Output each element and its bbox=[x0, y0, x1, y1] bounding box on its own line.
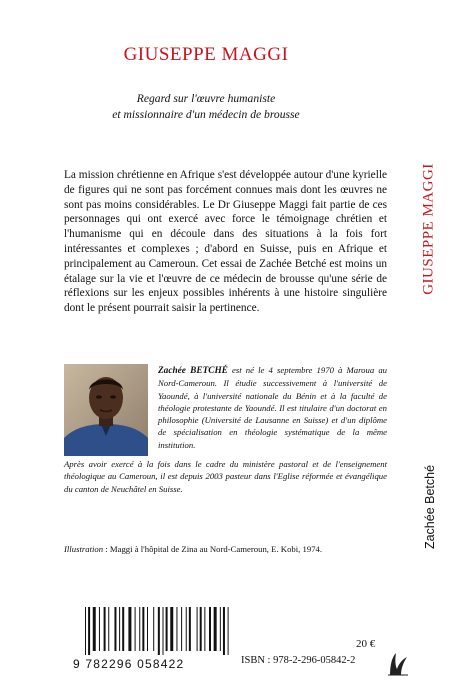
barcode-bar bbox=[223, 607, 225, 655]
blurb-paragraph: La mission chrétienne en Afrique s'est développée autour d'une kyrielle de figures qui ne sont pas forcément connues mais dont les œuvres ne sont pas moins considérables. Le Dr Giuseppe Maggi fait partie de ces personnages qui ont exercé avec force le témoignage chrétien et l'humanisme qui en découle dans des situations à la fois fort intéressantes et complexes ; d'abord en Suisse, puis en Afrique et principalement au Cameroun. Cet essai de Zachée Betché est moins un étalage sur la vie et l'œuvre de ce médecin de brousse qu'une série de réflexions sur les enjeux possibles inhérents à une histoire singulière dont le présent pourrait saisir la pertinence. bbox=[64, 169, 387, 315]
barcode-bars bbox=[73, 607, 231, 655]
barcode-bar bbox=[85, 607, 86, 655]
isbn: ISBN : 978-2-296-05842-2 bbox=[241, 655, 356, 666]
spine-author-text: Zachée Betché bbox=[423, 464, 437, 550]
barcode-bar bbox=[186, 607, 187, 651]
barcode-bar bbox=[158, 607, 160, 655]
author-bio-text: est né le 4 septembre 1970 à Maroua au Nord-Cameroun. Il étudie successivement à l'université de Yaoundé, à l'université nationale du Bénin et à la faculté de théologie protestante de Yaoundé. Il est titulaire d'un doctorat en philosophie (Université de Lausanne en Suisse) et d'un diplôme de spécialisation en théologie systématique de la même institution. bbox=[158, 365, 388, 450]
barcode-bar bbox=[139, 607, 140, 651]
author-bio-continued: Après avoir exercé à la fois dans le cadre du ministère pastoral et de l'enseignement théologique au Cameroun, il est depuis 2003 pasteur dans l'Eglise réformée et évangélique du canton de Neuchâtel en Suisse. bbox=[64, 459, 387, 494]
barcode-bar bbox=[119, 607, 120, 651]
barcode-bar bbox=[163, 607, 164, 655]
barcode-bar bbox=[128, 607, 131, 651]
barcode-bar bbox=[99, 607, 100, 651]
barcode-bar bbox=[181, 607, 182, 651]
barcode-bar bbox=[189, 607, 191, 651]
barcode-bar bbox=[114, 607, 116, 651]
barcode-bar bbox=[108, 607, 109, 651]
back-cover-blurb bbox=[64, 168, 387, 316]
barcode-bar bbox=[142, 607, 144, 651]
publisher-logo-icon bbox=[386, 651, 410, 677]
price: 20 € bbox=[356, 638, 376, 650]
barcode-bar bbox=[209, 607, 211, 651]
barcode-bar bbox=[214, 607, 217, 651]
spine-title-text: GIUSEPPE MAGGI bbox=[420, 163, 437, 295]
barcode-bar bbox=[93, 607, 96, 651]
barcode-digits: 9 782296 058422 bbox=[73, 657, 185, 671]
author-name: Zachée BETCHÉ bbox=[158, 366, 228, 376]
subtitle-line-2: et missionnaire d'un médecin de brousse bbox=[112, 108, 300, 121]
spine bbox=[412, 0, 475, 700]
spine-title bbox=[418, 124, 440, 334]
barcode-bar bbox=[220, 607, 221, 651]
barcode-bar bbox=[166, 607, 168, 651]
barcode-bar bbox=[228, 607, 229, 655]
author-photo-image bbox=[64, 364, 148, 456]
barcode-bar bbox=[88, 607, 90, 655]
barcode-bar bbox=[153, 607, 154, 651]
illustration-text: : Maggi à l'hôpital de Zina au Nord-Cameroun, E. Kobi, 1974. bbox=[103, 544, 323, 554]
spine-author bbox=[421, 452, 439, 562]
barcode-bar bbox=[204, 607, 205, 651]
book-subtitle bbox=[0, 91, 412, 123]
barcode-bar bbox=[122, 607, 124, 651]
barcode-bar bbox=[135, 607, 136, 651]
book-title: GIUSEPPE MAGGI bbox=[123, 44, 289, 65]
barcode-bar bbox=[176, 607, 177, 651]
barcode-bar bbox=[170, 607, 173, 651]
author-photo bbox=[64, 364, 148, 456]
barcode-bar bbox=[197, 607, 198, 651]
illustration-credit bbox=[64, 544, 387, 554]
author-bio bbox=[158, 364, 387, 451]
illustration-label: Illustration bbox=[64, 544, 104, 554]
barcode-bar bbox=[104, 607, 106, 651]
barcode-bar bbox=[200, 607, 202, 651]
subtitle-line-1: Regard sur l'œuvre humaniste bbox=[136, 92, 276, 105]
barcode-bar bbox=[147, 607, 148, 651]
